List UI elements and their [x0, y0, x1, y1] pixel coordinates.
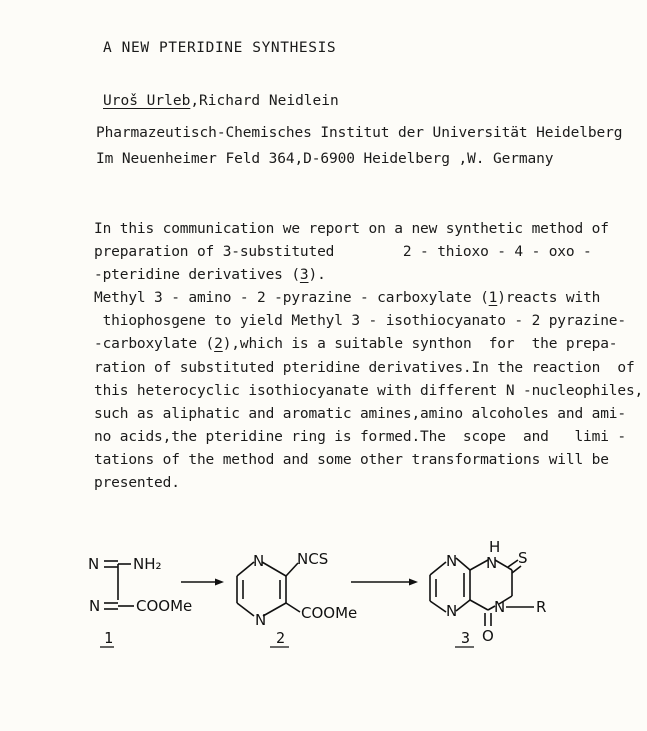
abstract-line-7: ration of substituted pteridine derivatives.In the reaction of [94, 359, 635, 376]
abstract-line-6-pre: -carboxylate ( [94, 336, 215, 353]
compound-2-n-top: N [253, 552, 265, 570]
compound-3-h: H [489, 538, 501, 556]
affiliation-line-1: Pharmazeutisch-Chemisches Institut der Universität Heidelberg [96, 125, 623, 141]
compound-3-n-3: N [446, 602, 458, 620]
compound-3-s: S [518, 549, 528, 567]
compound-3-r: R [536, 598, 547, 616]
abstract-line-9: such as aliphatic and aromatic amines,amino alcoholes and ami- [94, 405, 626, 422]
author-first: Uroš Urleb [103, 93, 191, 109]
abstract-line-1: In this communication we report on a new synthetic method of [94, 221, 609, 237]
abstract-line-6-post: ),which is a suitable synthon for the prepa- [222, 336, 618, 353]
author-separator: , [190, 93, 200, 109]
compound-1-structure [104, 561, 134, 609]
arrow-2 [351, 579, 418, 586]
abstract-line-6 [94, 333, 618, 356]
reaction-scheme [0, 530, 647, 670]
author-second: Richard Neidlein [199, 93, 339, 109]
author-line [103, 93, 339, 109]
abstract-line-11: tations of the method and some other transformations will be [94, 451, 609, 468]
compound-2-structure [237, 562, 300, 616]
abstract [94, 218, 644, 495]
abstract-line-12: presented. [94, 475, 180, 492]
compound-2-ncs: NCS [297, 550, 329, 568]
abstract-line-3-pre: -pteridine derivatives ( [94, 267, 300, 284]
abstract-line-4-post: )reacts with [497, 290, 601, 307]
compound-1-coome: COOMe [136, 597, 193, 615]
paper-title: A NEW PTERIDINE SYNTHESIS [103, 40, 337, 56]
arrow-1 [181, 579, 224, 586]
compound-1-n-bottom: N [89, 597, 101, 615]
compound-1-n-top: N [88, 555, 100, 573]
compound-1-nh2: NH₂ [133, 555, 162, 573]
compound-3-n-1: N [446, 552, 458, 570]
abstract-line-3-post: ). [308, 267, 326, 284]
compound-3-n-2: N [486, 554, 498, 572]
compound-2-coome: COOMe [301, 604, 358, 622]
abstract-line-4-pre: Methyl 3 - amino - 2 -pyrazine - carboxylate ( [94, 290, 489, 307]
abstract-line-3 [94, 264, 604, 287]
compound-1-label: 1 [104, 629, 114, 647]
compound-ref-1: 1 [488, 290, 498, 307]
compound-ref-3: 3 [299, 267, 309, 284]
abstract-line-2: preparation of 3-substituted 2 - thioxo - 4 - oxo - [94, 244, 592, 261]
abstract-line-5: thiophosgene to yield Methyl 3 - isothiocyanato - 2 pyrazine- [94, 313, 626, 330]
compound-3-label: 3 [461, 629, 471, 647]
compound-3-n-4: N [494, 598, 506, 616]
compound-2-n-bottom: N [255, 611, 267, 629]
compound-2-label: 2 [276, 629, 286, 647]
abstract-line-10: no acids,the pteridine ring is formed.The scope and limi - [94, 428, 626, 445]
abstract-line-4 [94, 287, 604, 310]
compound-3-o: O [482, 627, 494, 645]
compound-ref-2: 2 [214, 336, 223, 353]
affiliation-line-2: Im Neuenheimer Feld 364,D-6900 Heidelberg ,W. Germany [96, 151, 554, 167]
abstract-line-8: this heterocyclic isothiocyanate with different N -nucleophiles, [94, 382, 644, 399]
